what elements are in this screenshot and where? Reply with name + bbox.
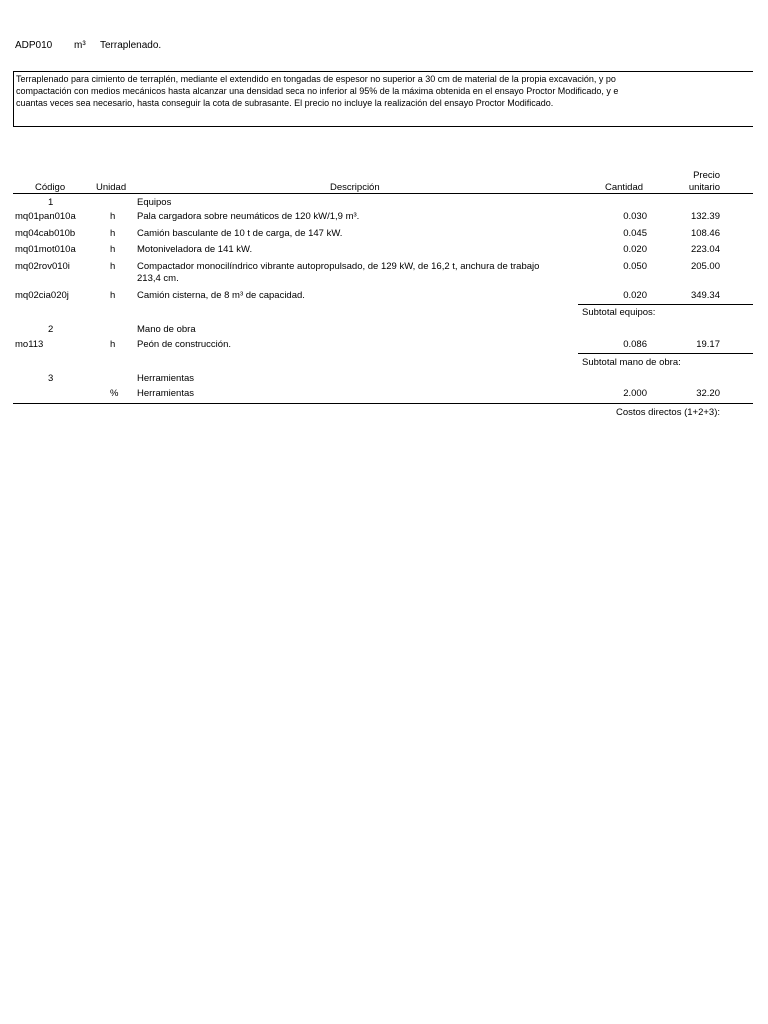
- subtotal-mano-de-obra: Subtotal mano de obra:: [582, 357, 681, 368]
- group-number: 1: [48, 197, 54, 208]
- subtotal-rule: [578, 304, 753, 305]
- row-quantity: 0.020: [623, 290, 647, 301]
- column-header-price-unit: unitario: [688, 182, 720, 193]
- row-price: 349.34: [690, 290, 720, 301]
- description-line: compactación con medios mecánicos hasta alcanzar una densidad seca no inferior al 95% de la máxima obtenida en el ensayo Proctor Modificado, y e: [16, 86, 619, 96]
- row-code: mq01mot010a: [15, 244, 76, 255]
- description-box: [13, 71, 753, 127]
- row-description: Motoniveladora de 141 kW.: [137, 244, 253, 255]
- item-title: Terraplenado.: [100, 40, 162, 51]
- direct-costs-total: Costos directos (1+2+3):: [615, 407, 720, 418]
- row-quantity: 0.050: [623, 261, 647, 272]
- subtotal-rule: [578, 353, 753, 354]
- row-unit: %: [110, 388, 119, 399]
- row-unit: h: [110, 244, 116, 255]
- group-name: Equipos: [137, 197, 172, 208]
- column-header-code: Código: [35, 182, 66, 193]
- group-name: Herramientas: [137, 373, 195, 384]
- item-unit: m³: [74, 40, 86, 51]
- table-bottom-rule: [13, 403, 753, 404]
- column-header-unit: Unidad: [96, 182, 127, 193]
- row-code: mq02cia020j: [15, 290, 69, 301]
- row-quantity: 0.045: [623, 228, 647, 239]
- row-price: 32.20: [696, 388, 720, 399]
- table-header-rule: [13, 193, 753, 194]
- column-header-quantity: Cantidad: [605, 182, 644, 193]
- row-quantity: 2.000: [623, 388, 647, 399]
- row-description: Peón de construcción.: [137, 339, 232, 350]
- row-description: Compactador monocilíndrico vibrante autopropulsado, de 129 kW, de 16,2 t, anchura de trabajo 213,4 cm.: [137, 261, 540, 284]
- subtotal-equipos: Subtotal equipos:: [582, 307, 656, 318]
- row-price: 205.00: [690, 261, 720, 272]
- group-number: 3: [48, 373, 54, 384]
- row-code: mo113: [15, 339, 44, 350]
- row-quantity: 0.020: [623, 244, 647, 255]
- row-description: Pala cargadora sobre neumáticos de 120 kW/1,9 m³.: [137, 211, 360, 222]
- row-code: mq01pan010a: [15, 211, 76, 222]
- row-price: 19.17: [696, 339, 720, 350]
- description-line: Terraplenado para cimiento de terraplén, mediante el extendido en tongadas de espesor no superior a 30 cm de material de la propia excavación, y po: [16, 74, 616, 84]
- row-quantity: 0.030: [623, 211, 647, 222]
- row-code: mq04cab010b: [15, 228, 76, 239]
- column-header-description: Descripción: [330, 182, 380, 193]
- row-price: 223.04: [690, 244, 720, 255]
- row-price: 108.46: [690, 228, 720, 239]
- row-unit: h: [110, 261, 116, 272]
- item-code: ADP010: [15, 40, 53, 51]
- row-quantity: 0.086: [623, 339, 647, 350]
- row-description: Herramientas: [137, 388, 195, 399]
- group-name: Mano de obra: [137, 324, 196, 335]
- row-unit: h: [110, 228, 116, 239]
- row-description: Camión basculante de 10 t de carga, de 147 kW.: [137, 228, 343, 239]
- row-price: 132.39: [690, 211, 720, 222]
- row-description: Camión cisterna, de 8 m³ de capacidad.: [137, 290, 305, 301]
- group-number: 2: [48, 324, 54, 335]
- row-unit: h: [110, 339, 116, 350]
- row-unit: h: [110, 211, 116, 222]
- row-code: mq02rov010i: [15, 261, 70, 272]
- row-unit: h: [110, 290, 116, 301]
- description-line: cuantas veces sea necesario, hasta conseguir la cota de subrasante. El precio no incluye la realización del ensayo Proctor Modificado.: [16, 98, 554, 108]
- column-header-price: Precio: [693, 170, 720, 181]
